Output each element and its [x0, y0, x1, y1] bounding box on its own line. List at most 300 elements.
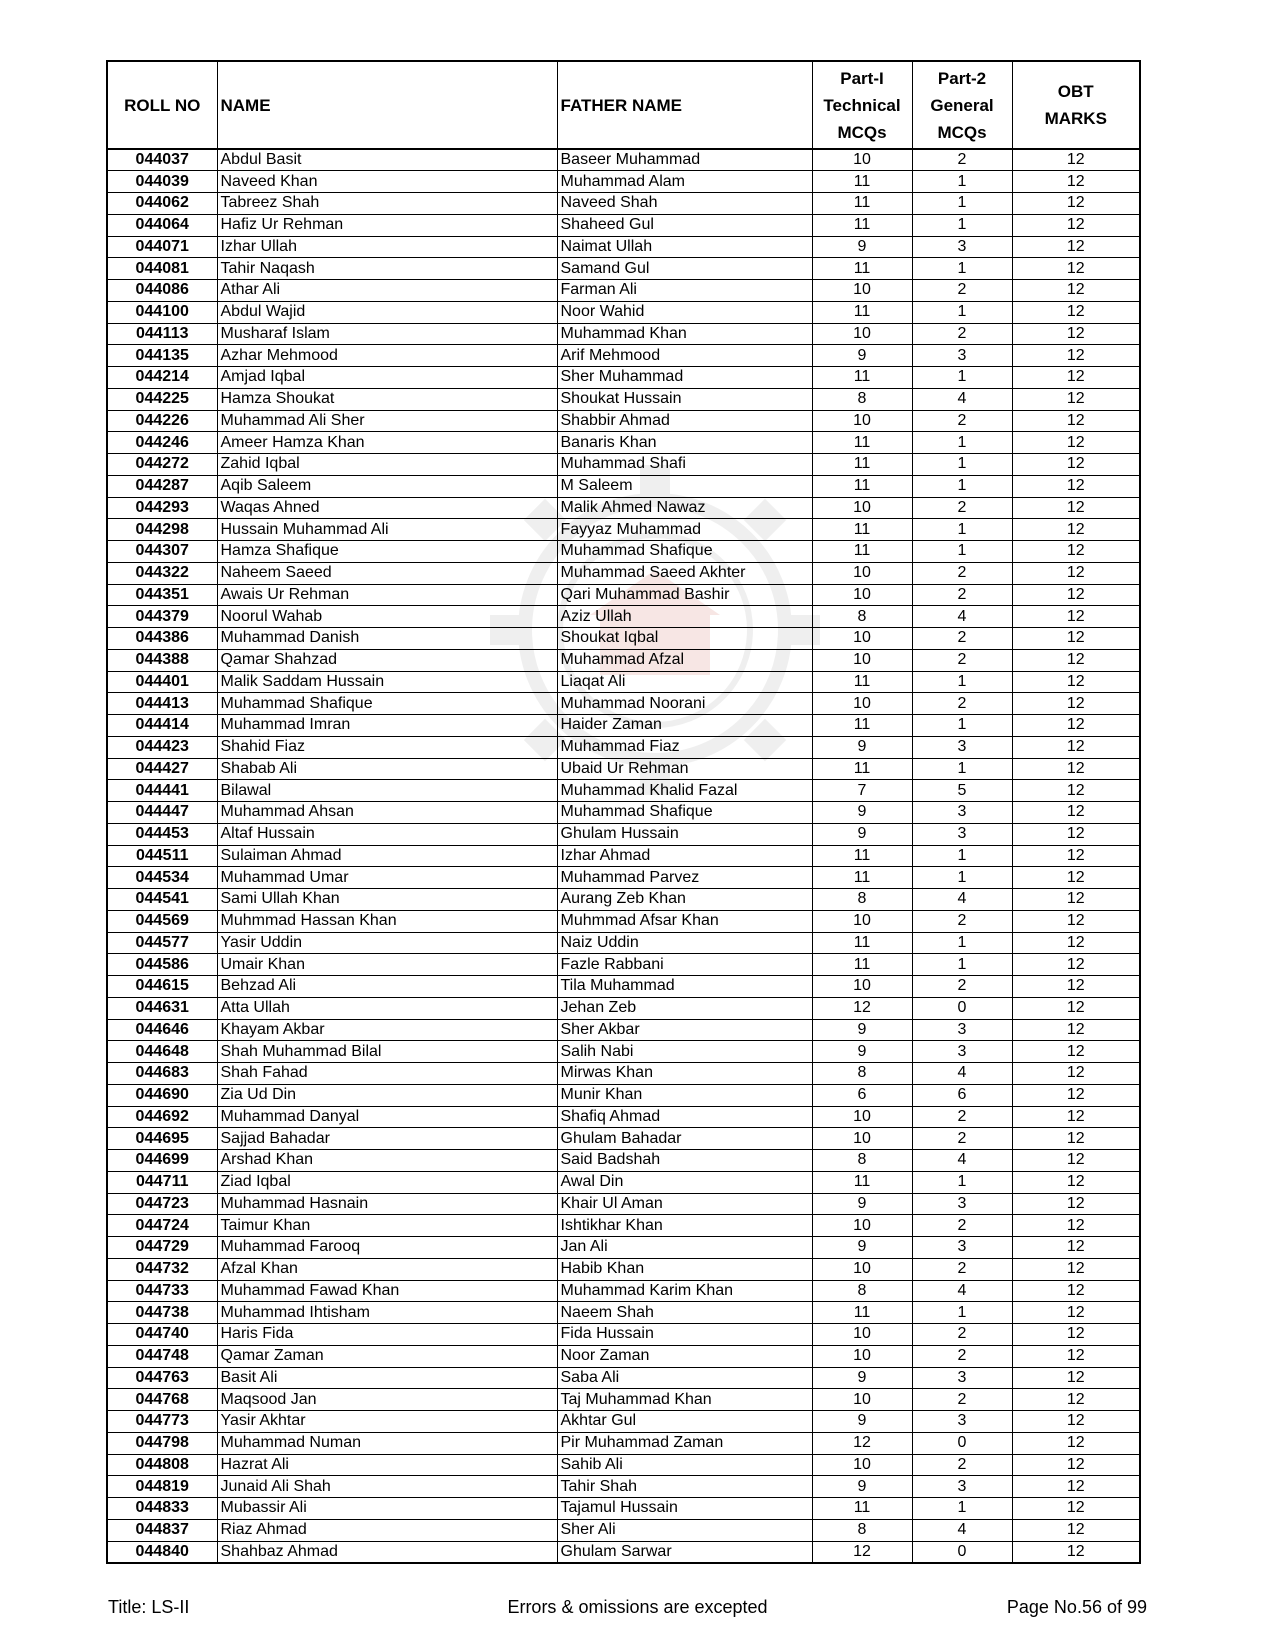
cell-part2-score: 3 — [912, 736, 1012, 758]
cell-obt-marks: 12 — [1012, 432, 1140, 454]
cell-part2-score: 4 — [912, 889, 1012, 911]
cell-roll-no: 044577 — [107, 932, 217, 954]
cell-obt-marks: 12 — [1012, 1106, 1140, 1128]
cell-part1-score: 11 — [812, 1171, 912, 1193]
cell-name: Sajjad Bahadar — [217, 1128, 557, 1150]
header-obt-line: MARKS — [1044, 109, 1107, 128]
table-row — [107, 823, 1140, 845]
cell-roll-no: 044646 — [107, 1019, 217, 1041]
cell-obt-marks: 12 — [1012, 649, 1140, 671]
cell-obt-marks: 12 — [1012, 715, 1140, 737]
table-row — [107, 236, 1140, 258]
table-body — [107, 149, 1140, 1563]
table-row — [107, 758, 1140, 780]
cell-part1-score: 8 — [812, 606, 912, 628]
cell-roll-no: 044441 — [107, 780, 217, 802]
cell-father-name: Jehan Zeb — [557, 997, 812, 1019]
cell-father-name: Taj Muhammad Khan — [557, 1389, 812, 1411]
cell-father-name: Khair Ul Aman — [557, 1193, 812, 1215]
cell-roll-no: 044748 — [107, 1345, 217, 1367]
cell-obt-marks: 12 — [1012, 541, 1140, 563]
cell-part1-score: 12 — [812, 1541, 912, 1563]
cell-father-name: Arif Mehmood — [557, 345, 812, 367]
cell-obt-marks: 12 — [1012, 388, 1140, 410]
cell-roll-no: 044064 — [107, 214, 217, 236]
cell-part1-score: 10 — [812, 649, 912, 671]
cell-part1-score: 10 — [812, 149, 912, 171]
cell-obt-marks: 12 — [1012, 1541, 1140, 1563]
cell-obt-marks: 12 — [1012, 475, 1140, 497]
cell-part2-score: 2 — [912, 1454, 1012, 1476]
cell-part1-score: 10 — [812, 323, 912, 345]
cell-name: Junaid Ali Shah — [217, 1476, 557, 1498]
cell-father-name: Muhammad Shafique — [557, 802, 812, 824]
cell-part2-score: 1 — [912, 541, 1012, 563]
cell-roll-no: 044100 — [107, 301, 217, 323]
cell-part1-score: 7 — [812, 780, 912, 802]
cell-part2-score: 2 — [912, 323, 1012, 345]
cell-father-name: Tajamul Hussain — [557, 1498, 812, 1520]
cell-part2-score: 1 — [912, 367, 1012, 389]
cell-obt-marks: 12 — [1012, 1193, 1140, 1215]
cell-obt-marks: 12 — [1012, 1019, 1140, 1041]
cell-part2-score: 1 — [912, 214, 1012, 236]
cell-part2-score: 1 — [912, 1302, 1012, 1324]
table-row — [107, 410, 1140, 432]
cell-roll-no: 044307 — [107, 541, 217, 563]
cell-part2-score: 0 — [912, 1541, 1012, 1563]
cell-name: Altaf Hussain — [217, 823, 557, 845]
cell-father-name: Shoukat Hussain — [557, 388, 812, 410]
table-row — [107, 1519, 1140, 1541]
cell-obt-marks: 12 — [1012, 1280, 1140, 1302]
cell-part2-score: 2 — [912, 649, 1012, 671]
cell-roll-no: 044414 — [107, 715, 217, 737]
cell-name: Umair Khan — [217, 954, 557, 976]
cell-part1-score: 11 — [812, 541, 912, 563]
cell-father-name: Naiz Uddin — [557, 932, 812, 954]
cell-father-name: Muhammad Noorani — [557, 693, 812, 715]
cell-part1-score: 10 — [812, 497, 912, 519]
cell-name: Muhammad Ihtisham — [217, 1302, 557, 1324]
cell-obt-marks: 12 — [1012, 345, 1140, 367]
cell-roll-no: 044351 — [107, 584, 217, 606]
table-row — [107, 497, 1140, 519]
cell-obt-marks: 12 — [1012, 802, 1140, 824]
table-row — [107, 584, 1140, 606]
cell-part1-score: 10 — [812, 1106, 912, 1128]
cell-father-name: Izhar Ahmad — [557, 845, 812, 867]
cell-part1-score: 10 — [812, 976, 912, 998]
table-row — [107, 1432, 1140, 1454]
cell-name: Muhammad Ahsan — [217, 802, 557, 824]
cell-part2-score: 3 — [912, 345, 1012, 367]
cell-roll-no: 044037 — [107, 149, 217, 171]
cell-father-name: Muhammad Parvez — [557, 867, 812, 889]
cell-name: Izhar Ullah — [217, 236, 557, 258]
cell-part2-score: 1 — [912, 454, 1012, 476]
cell-father-name: Habib Khan — [557, 1258, 812, 1280]
table-row — [107, 1280, 1140, 1302]
cell-part2-score: 2 — [912, 1345, 1012, 1367]
cell-obt-marks: 12 — [1012, 323, 1140, 345]
cell-name: Basit Ali — [217, 1367, 557, 1389]
header-part1-line: Part-I — [840, 68, 884, 88]
cell-roll-no: 044695 — [107, 1128, 217, 1150]
cell-father-name: Muhammad Alam — [557, 171, 812, 193]
cell-name: Bilawal — [217, 780, 557, 802]
cell-father-name: Munir Khan — [557, 1084, 812, 1106]
table-row — [107, 1498, 1140, 1520]
cell-part2-score: 1 — [912, 671, 1012, 693]
cell-obt-marks: 12 — [1012, 671, 1140, 693]
cell-part1-score: 9 — [812, 1411, 912, 1433]
table-row — [107, 1345, 1140, 1367]
cell-part2-score: 2 — [912, 1258, 1012, 1280]
cell-part1-score: 10 — [812, 1215, 912, 1237]
cell-name: Muhammad Umar — [217, 867, 557, 889]
cell-part1-score: 8 — [812, 1150, 912, 1172]
table-row — [107, 432, 1140, 454]
footer-notice: Errors & omissions are excepted — [507, 1597, 768, 1617]
cell-roll-no: 044447 — [107, 802, 217, 824]
cell-obt-marks: 12 — [1012, 497, 1140, 519]
table-header-row — [107, 61, 1140, 149]
header-roll-no: ROLL NO — [107, 61, 217, 149]
cell-roll-no: 044808 — [107, 1454, 217, 1476]
table-row — [107, 736, 1140, 758]
cell-father-name: Qari Muhammad Bashir — [557, 584, 812, 606]
cell-name: Sulaiman Ahmad — [217, 845, 557, 867]
cell-obt-marks: 12 — [1012, 367, 1140, 389]
cell-father-name: Tahir Shah — [557, 1476, 812, 1498]
cell-name: Muhmmad Hassan Khan — [217, 910, 557, 932]
cell-part1-score: 10 — [812, 910, 912, 932]
cell-roll-no: 044819 — [107, 1476, 217, 1498]
cell-part2-score: 2 — [912, 1215, 1012, 1237]
cell-part2-score: 1 — [912, 1171, 1012, 1193]
table-row — [107, 649, 1140, 671]
cell-father-name: Ubaid Ur Rehman — [557, 758, 812, 780]
cell-father-name: Naeem Shah — [557, 1302, 812, 1324]
header-part2-line: General — [930, 95, 994, 115]
cell-name: Naheem Saeed — [217, 562, 557, 584]
cell-name: Muhammad Fawad Khan — [217, 1280, 557, 1302]
cell-father-name: Aziz Ullah — [557, 606, 812, 628]
cell-roll-no: 044322 — [107, 562, 217, 584]
table-row — [107, 1541, 1140, 1563]
cell-father-name: Noor Zaman — [557, 1345, 812, 1367]
cell-roll-no: 044837 — [107, 1519, 217, 1541]
cell-part1-score: 9 — [812, 1476, 912, 1498]
cell-part2-score: 0 — [912, 997, 1012, 1019]
cell-roll-no: 044541 — [107, 889, 217, 911]
cell-name: Muhammad Farooq — [217, 1237, 557, 1259]
table-row — [107, 301, 1140, 323]
cell-father-name: Awal Din — [557, 1171, 812, 1193]
cell-part1-score: 11 — [812, 432, 912, 454]
header-obt-marks — [1012, 61, 1140, 149]
cell-father-name: Muhammad Fiaz — [557, 736, 812, 758]
results-table — [106, 60, 1141, 1564]
cell-name: Sami Ullah Khan — [217, 889, 557, 911]
cell-roll-no: 044272 — [107, 454, 217, 476]
cell-obt-marks: 12 — [1012, 1454, 1140, 1476]
cell-part1-score: 9 — [812, 1041, 912, 1063]
cell-roll-no: 044401 — [107, 671, 217, 693]
cell-obt-marks: 12 — [1012, 823, 1140, 845]
cell-father-name: Muhammad Khalid Fazal — [557, 780, 812, 802]
cell-part2-score: 1 — [912, 519, 1012, 541]
cell-obt-marks: 12 — [1012, 867, 1140, 889]
cell-father-name: Ishtikhar Khan — [557, 1215, 812, 1237]
table-row — [107, 1302, 1140, 1324]
cell-father-name: Salih Nabi — [557, 1041, 812, 1063]
table-row — [107, 932, 1140, 954]
table-row — [107, 280, 1140, 302]
cell-obt-marks: 12 — [1012, 1476, 1140, 1498]
cell-name: Qamar Shahzad — [217, 649, 557, 671]
table-row — [107, 954, 1140, 976]
cell-roll-no: 044511 — [107, 845, 217, 867]
cell-roll-no: 044246 — [107, 432, 217, 454]
cell-obt-marks: 12 — [1012, 910, 1140, 932]
cell-father-name: Shoukat Iqbal — [557, 628, 812, 650]
cell-part2-score: 2 — [912, 497, 1012, 519]
cell-father-name: Akhtar Gul — [557, 1411, 812, 1433]
table-row — [107, 780, 1140, 802]
table-row — [107, 541, 1140, 563]
table-row — [107, 671, 1140, 693]
cell-father-name: Mirwas Khan — [557, 1063, 812, 1085]
cell-part2-score: 2 — [912, 280, 1012, 302]
cell-roll-no: 044690 — [107, 1084, 217, 1106]
cell-obt-marks: 12 — [1012, 997, 1140, 1019]
cell-father-name: Jan Ali — [557, 1237, 812, 1259]
header-name: NAME — [217, 61, 557, 149]
table-row — [107, 1171, 1140, 1193]
cell-part2-score: 4 — [912, 388, 1012, 410]
table-row — [107, 867, 1140, 889]
cell-part2-score: 4 — [912, 1063, 1012, 1085]
cell-roll-no: 044615 — [107, 976, 217, 998]
header-part1-line: Technical — [823, 95, 901, 115]
cell-father-name: Malik Ahmed Nawaz — [557, 497, 812, 519]
cell-roll-no: 044427 — [107, 758, 217, 780]
cell-part2-score: 3 — [912, 1019, 1012, 1041]
cell-obt-marks: 12 — [1012, 149, 1140, 171]
cell-part2-score: 2 — [912, 149, 1012, 171]
cell-part2-score: 1 — [912, 432, 1012, 454]
table-row — [107, 1476, 1140, 1498]
cell-part1-score: 9 — [812, 345, 912, 367]
cell-part1-score: 9 — [812, 1193, 912, 1215]
cell-father-name: Naveed Shah — [557, 193, 812, 215]
cell-obt-marks: 12 — [1012, 454, 1140, 476]
cell-name: Muhammad Danyal — [217, 1106, 557, 1128]
cell-name: Amjad Iqbal — [217, 367, 557, 389]
table-row — [107, 367, 1140, 389]
cell-obt-marks: 12 — [1012, 301, 1140, 323]
cell-part2-score: 2 — [912, 1128, 1012, 1150]
cell-obt-marks: 12 — [1012, 1498, 1140, 1520]
cell-roll-no: 044569 — [107, 910, 217, 932]
cell-part1-score: 11 — [812, 758, 912, 780]
cell-roll-no: 044763 — [107, 1367, 217, 1389]
cell-part1-score: 11 — [812, 258, 912, 280]
table-row — [107, 628, 1140, 650]
cell-roll-no: 044062 — [107, 193, 217, 215]
cell-father-name: Ghulam Bahadar — [557, 1128, 812, 1150]
cell-roll-no: 044733 — [107, 1280, 217, 1302]
cell-name: Zia Ud Din — [217, 1084, 557, 1106]
cell-name: Riaz Ahmad — [217, 1519, 557, 1541]
cell-name: Noorul Wahab — [217, 606, 557, 628]
cell-part2-score: 2 — [912, 910, 1012, 932]
cell-name: Aqib Saleem — [217, 475, 557, 497]
cell-part1-score: 9 — [812, 736, 912, 758]
cell-obt-marks: 12 — [1012, 606, 1140, 628]
cell-part1-score: 11 — [812, 715, 912, 737]
cell-roll-no: 044798 — [107, 1432, 217, 1454]
cell-part2-score: 1 — [912, 1498, 1012, 1520]
cell-obt-marks: 12 — [1012, 932, 1140, 954]
cell-part1-score: 11 — [812, 1302, 912, 1324]
cell-part2-score: 2 — [912, 628, 1012, 650]
cell-part2-score: 3 — [912, 1476, 1012, 1498]
table-row — [107, 1324, 1140, 1346]
cell-roll-no: 044699 — [107, 1150, 217, 1172]
header-part2-line: MCQs — [937, 122, 987, 142]
cell-name: Hussain Muhammad Ali — [217, 519, 557, 541]
cell-part1-score: 11 — [812, 475, 912, 497]
header-part1-line: MCQs — [837, 122, 887, 142]
cell-father-name: Samand Gul — [557, 258, 812, 280]
cell-father-name: Shaheed Gul — [557, 214, 812, 236]
cell-obt-marks: 12 — [1012, 1345, 1140, 1367]
cell-roll-no: 044039 — [107, 171, 217, 193]
table-row — [107, 1063, 1140, 1085]
cell-father-name: Naimat Ullah — [557, 236, 812, 258]
cell-name: Hafiz Ur Rehman — [217, 214, 557, 236]
cell-name: Arshad Khan — [217, 1150, 557, 1172]
table-row — [107, 1150, 1140, 1172]
cell-part1-score: 8 — [812, 1280, 912, 1302]
cell-part1-score: 6 — [812, 1084, 912, 1106]
table-row — [107, 258, 1140, 280]
cell-part1-score: 11 — [812, 867, 912, 889]
cell-name: Muhammad Hasnain — [217, 1193, 557, 1215]
cell-father-name: Muhammad Khan — [557, 323, 812, 345]
cell-father-name: Liaqat Ali — [557, 671, 812, 693]
table-row — [107, 1454, 1140, 1476]
cell-name: Abdul Basit — [217, 149, 557, 171]
header-part1-technical — [812, 61, 912, 149]
cell-part1-score: 11 — [812, 845, 912, 867]
cell-name: Azhar Mehmood — [217, 345, 557, 367]
cell-roll-no: 044840 — [107, 1541, 217, 1563]
cell-obt-marks: 12 — [1012, 1041, 1140, 1063]
cell-roll-no: 044135 — [107, 345, 217, 367]
cell-roll-no: 044453 — [107, 823, 217, 845]
header-father-name: FATHER NAME — [557, 61, 812, 149]
cell-part1-score: 8 — [812, 1519, 912, 1541]
cell-name: Tabreez Shah — [217, 193, 557, 215]
cell-part2-score: 1 — [912, 845, 1012, 867]
table-row — [107, 1411, 1140, 1433]
cell-obt-marks: 12 — [1012, 780, 1140, 802]
table-row — [107, 171, 1140, 193]
cell-roll-no: 044086 — [107, 280, 217, 302]
cell-roll-no: 044214 — [107, 367, 217, 389]
table-row — [107, 149, 1140, 171]
cell-part1-score: 11 — [812, 519, 912, 541]
table-row — [107, 1106, 1140, 1128]
table-row — [107, 1389, 1140, 1411]
cell-father-name: Farman Ali — [557, 280, 812, 302]
table-row — [107, 1258, 1140, 1280]
cell-part2-score: 1 — [912, 715, 1012, 737]
cell-roll-no: 044740 — [107, 1324, 217, 1346]
cell-part2-score: 1 — [912, 258, 1012, 280]
cell-name: Hazrat Ali — [217, 1454, 557, 1476]
cell-father-name: Said Badshah — [557, 1150, 812, 1172]
cell-obt-marks: 12 — [1012, 1324, 1140, 1346]
cell-name: Muhammad Ali Sher — [217, 410, 557, 432]
cell-roll-no: 044113 — [107, 323, 217, 345]
cell-obt-marks: 12 — [1012, 1063, 1140, 1085]
cell-roll-no: 044586 — [107, 954, 217, 976]
table-row — [107, 454, 1140, 476]
cell-father-name: Sahib Ali — [557, 1454, 812, 1476]
cell-part1-score: 9 — [812, 1019, 912, 1041]
cell-name: Tahir Naqash — [217, 258, 557, 280]
cell-obt-marks: 12 — [1012, 1237, 1140, 1259]
cell-name: Athar Ali — [217, 280, 557, 302]
cell-roll-no: 044071 — [107, 236, 217, 258]
cell-name: Khayam Akbar — [217, 1019, 557, 1041]
cell-obt-marks: 12 — [1012, 1150, 1140, 1172]
cell-part1-score: 10 — [812, 1345, 912, 1367]
cell-obt-marks: 12 — [1012, 1258, 1140, 1280]
cell-roll-no: 044768 — [107, 1389, 217, 1411]
cell-father-name: Muhammad Saeed Akhter — [557, 562, 812, 584]
cell-father-name: Aurang Zeb Khan — [557, 889, 812, 911]
table-row — [107, 562, 1140, 584]
cell-part1-score: 10 — [812, 1258, 912, 1280]
cell-part1-score: 9 — [812, 1367, 912, 1389]
cell-father-name: Ghulam Sarwar — [557, 1541, 812, 1563]
table-row — [107, 606, 1140, 628]
cell-name: Muhammad Shafique — [217, 693, 557, 715]
cell-part1-score: 11 — [812, 932, 912, 954]
cell-roll-no: 044225 — [107, 388, 217, 410]
cell-part2-score: 1 — [912, 171, 1012, 193]
cell-part2-score: 3 — [912, 823, 1012, 845]
cell-name: Ziad Iqbal — [217, 1171, 557, 1193]
cell-obt-marks: 12 — [1012, 562, 1140, 584]
cell-obt-marks: 12 — [1012, 1215, 1140, 1237]
cell-name: Shah Muhammad Bilal — [217, 1041, 557, 1063]
cell-name: Shahid Fiaz — [217, 736, 557, 758]
cell-part1-score: 11 — [812, 171, 912, 193]
table-row — [107, 193, 1140, 215]
table-row — [107, 802, 1140, 824]
cell-part1-score: 9 — [812, 823, 912, 845]
cell-obt-marks: 12 — [1012, 584, 1140, 606]
cell-name: Hamza Shafique — [217, 541, 557, 563]
cell-part2-score: 2 — [912, 1389, 1012, 1411]
